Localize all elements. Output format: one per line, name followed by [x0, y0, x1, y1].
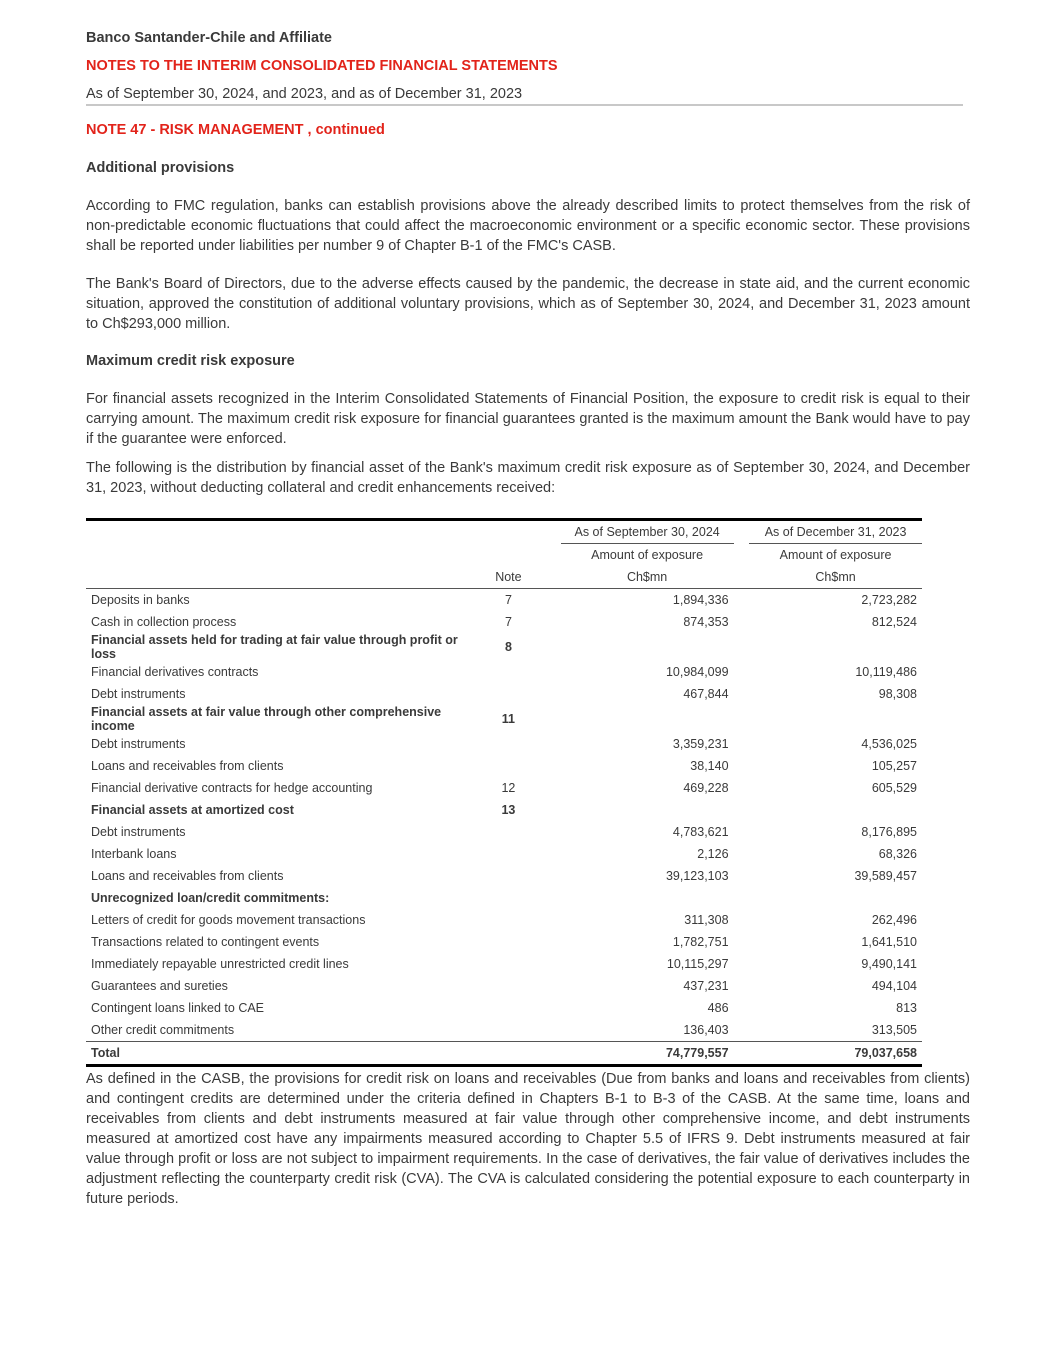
note-column-header: Note	[475, 566, 541, 589]
row-value-2024: 136,403	[683, 1023, 729, 1037]
row-label: Interbank loans	[91, 847, 177, 861]
table-row	[86, 1019, 922, 1042]
table-row	[86, 975, 922, 997]
col2-period: As of December 31, 2023	[749, 520, 922, 544]
row-label: Financial derivative contracts for hedge accounting	[91, 781, 373, 795]
row-value-2023	[749, 887, 922, 909]
row-value-2023: 1,641,510	[861, 935, 917, 949]
max-credit-risk-paragraph-1: For financial assets recognized in the Interim Consolidated Statements of Financial Position, the exposure to credit risk is equal to their carrying amount. The maximum credit risk exposure for financial guarantees granted is the maximum amount the Bank would have to pay if the guarantee were enforced.	[86, 391, 970, 447]
row-label: Transactions related to contingent events	[91, 935, 320, 949]
row-label: Cash in collection process	[91, 615, 237, 629]
row-value-2024: 1,782,751	[672, 935, 729, 949]
table-row	[86, 589, 922, 612]
row-value-2023: 313,505	[871, 1023, 917, 1037]
note-title: NOTE 47 - RISK MANAGEMENT , continued	[86, 122, 385, 138]
row-note	[475, 975, 541, 997]
table-header-row-amount	[86, 544, 922, 567]
row-label: Unrecognized loan/credit commitments:	[91, 891, 330, 905]
additional-provisions-heading: Additional provisions	[86, 160, 235, 176]
max-credit-risk-heading: Maximum credit risk exposure	[86, 353, 295, 369]
row-label: Financial assets at fair value through other comprehensive income	[91, 705, 442, 733]
row-note	[475, 821, 541, 843]
row-label: Financial assets at amortized cost	[91, 803, 294, 817]
row-label: Deposits in banks	[91, 593, 190, 607]
row-value-2024	[561, 887, 734, 909]
additional-provisions-paragraph-1: According to FMC regulation, banks can establish provisions above the already described limits to protect themselves from the risk of non-predictable economic fluctuations that could affect the macroeconomic environment or a specific economic sector. These provisions shall be reported under liabilities per number 9 of Chapter B-1 of the FMC's CASB.	[86, 198, 970, 254]
row-note	[475, 997, 541, 1019]
row-value-2023: 10,119,486	[855, 665, 917, 679]
table-total-row	[86, 1042, 922, 1066]
additional-provisions-paragraph-2: The Bank's Board of Directors, due to the adverse effects caused by the pandemic, the decrease in state aid, and the current economic situation, approved the constitution of additional voluntary provisions, which as of September 30, 2024, and December 31, 2023 amount to Ch$293,000 million.	[86, 276, 970, 332]
table-row	[86, 997, 922, 1019]
row-value-2023: 9,490,141	[861, 957, 917, 971]
row-value-2024	[561, 799, 734, 821]
row-label: Loans and receivables from clients	[91, 759, 284, 773]
row-note	[475, 887, 541, 909]
row-value-2023: 262,496	[871, 913, 917, 927]
row-value-2023: 605,529	[871, 781, 917, 795]
table-row	[86, 661, 922, 683]
row-note: 7	[504, 615, 512, 629]
total-label: Total	[86, 1042, 475, 1066]
table-row	[86, 953, 922, 975]
row-value-2024: 874,353	[683, 615, 729, 629]
row-value-2024: 3,359,231	[672, 737, 729, 751]
row-value-2024: 4,783,621	[672, 825, 729, 839]
row-note: 13	[501, 803, 516, 817]
table-row	[86, 683, 922, 705]
row-note	[475, 683, 541, 705]
table-header-row-unit	[86, 566, 922, 589]
closing-paragraph: As defined in the CASB, the provisions for credit risk on loans and receivables (Due from banks and loans and receivables from clients) and contingent credits are determined under the criteria defined in Chapters B-1 to B-3 of the CASB. At the same time, loans and receivables from clients and debt instruments measured at fair value through other comprehensive income, and debt instruments measured at amortized cost have any impairments measured according to Chapter 5.5 of IFRS 9. Debt instruments measured at fair value through profit or loss are not subject to impairment requirements. In the case of derivatives, the fair value of derivatives includes the adjustment reflecting the counterparty credit risk (CVA). The CVA is calculated considering the potential exposure to each counterparty in future periods.	[86, 1071, 970, 1207]
credit-exposure-table	[86, 518, 922, 1067]
total-value-2023: 79,037,658	[749, 1042, 922, 1066]
table-row	[86, 755, 922, 777]
row-note	[475, 843, 541, 865]
row-value-2023: 68,326	[878, 847, 917, 861]
col1-unit-header: Ch$mn	[561, 566, 734, 589]
row-note: 8	[504, 640, 512, 654]
row-value-2023: 494,104	[871, 979, 917, 993]
row-value-2024: 10,984,099	[665, 665, 729, 679]
table-row	[86, 865, 922, 887]
table-body	[86, 589, 922, 1042]
max-credit-risk-paragraph-2: The following is the distribution by financial asset of the Bank's maximum credit risk exposure as of September 30, 2024, and December 31, 2023, without deducting collateral and credit enhancements received:	[86, 460, 970, 496]
row-value-2024	[561, 705, 734, 733]
row-note	[475, 931, 541, 953]
row-value-2024: 38,140	[690, 759, 729, 773]
row-value-2024: 39,123,103	[665, 869, 729, 883]
table-row	[86, 777, 922, 799]
row-value-2023: 4,536,025	[861, 737, 917, 751]
row-value-2023: 812,524	[871, 615, 917, 629]
row-note	[475, 909, 541, 931]
row-label: Debt instruments	[91, 825, 186, 839]
table-row	[86, 633, 922, 661]
row-label: Debt instruments	[91, 687, 186, 701]
row-value-2024: 467,844	[683, 687, 729, 701]
row-value-2023: 39,589,457	[854, 869, 917, 883]
row-value-2024: 437,231	[683, 979, 729, 993]
row-value-2023: 98,308	[878, 687, 917, 701]
col2-unit-header: Ch$mn	[749, 566, 922, 589]
as-of-dates: As of September 30, 2024, and 2023, and as of December 31, 2023	[86, 86, 523, 102]
row-label: Contingent loans linked to CAE	[91, 1001, 265, 1015]
row-label: Loans and receivables from clients	[91, 869, 284, 883]
table-row	[86, 909, 922, 931]
notes-title: NOTES TO THE INTERIM CONSOLIDATED FINANCIAL STATEMENTS	[86, 58, 558, 74]
row-note	[475, 733, 541, 755]
row-value-2024: 10,115,297	[666, 957, 729, 971]
row-note	[475, 661, 541, 683]
table-row	[86, 843, 922, 865]
header-divider	[86, 104, 963, 106]
row-note: 7	[504, 593, 512, 607]
col2-amount-header: Amount of exposure	[779, 548, 892, 562]
col1-amount-header: Amount of exposure	[591, 548, 704, 562]
row-note: 11	[501, 712, 516, 726]
row-value-2023	[749, 705, 922, 733]
col1-period: As of September 30, 2024	[561, 520, 734, 544]
row-label: Immediately repayable unrestricted credit lines	[91, 957, 349, 971]
row-value-2024	[561, 633, 734, 661]
row-note	[475, 755, 541, 777]
row-label: Letters of credit for goods movement transactions	[91, 913, 366, 927]
row-value-2023: 2,723,282	[861, 593, 917, 607]
row-note	[475, 1019, 541, 1042]
row-value-2024: 311,308	[684, 913, 729, 927]
company-name: Banco Santander-Chile and Affiliate	[86, 30, 332, 46]
table-row	[86, 733, 922, 755]
table-header-row-period	[86, 520, 922, 544]
row-label: Guarantees and sureties	[91, 979, 228, 993]
row-value-2023: 105,257	[871, 759, 917, 773]
row-value-2024: 1,894,336	[672, 593, 729, 607]
row-label: Financial assets held for trading at fair value through profit or loss	[91, 633, 458, 661]
table-row	[86, 931, 922, 953]
table-row	[86, 705, 922, 733]
table-row	[86, 821, 922, 843]
row-value-2024: 486	[707, 1001, 729, 1015]
row-value-2023: 8,176,895	[861, 825, 917, 839]
row-label: Debt instruments	[91, 737, 186, 751]
row-value-2023	[749, 799, 922, 821]
row-label: Other credit commitments	[91, 1023, 235, 1037]
row-value-2023	[749, 633, 922, 661]
total-value-2024: 74,779,557	[561, 1042, 734, 1066]
table-row	[86, 611, 922, 633]
row-note: 12	[501, 781, 516, 795]
row-value-2024: 2,126	[697, 847, 729, 861]
row-note	[475, 953, 541, 975]
row-value-2023: 813	[896, 1001, 917, 1015]
row-note	[475, 865, 541, 887]
row-label: Financial derivatives contracts	[91, 665, 259, 679]
table-row	[86, 887, 922, 909]
row-value-2024: 469,228	[683, 781, 729, 795]
table-row	[86, 799, 922, 821]
